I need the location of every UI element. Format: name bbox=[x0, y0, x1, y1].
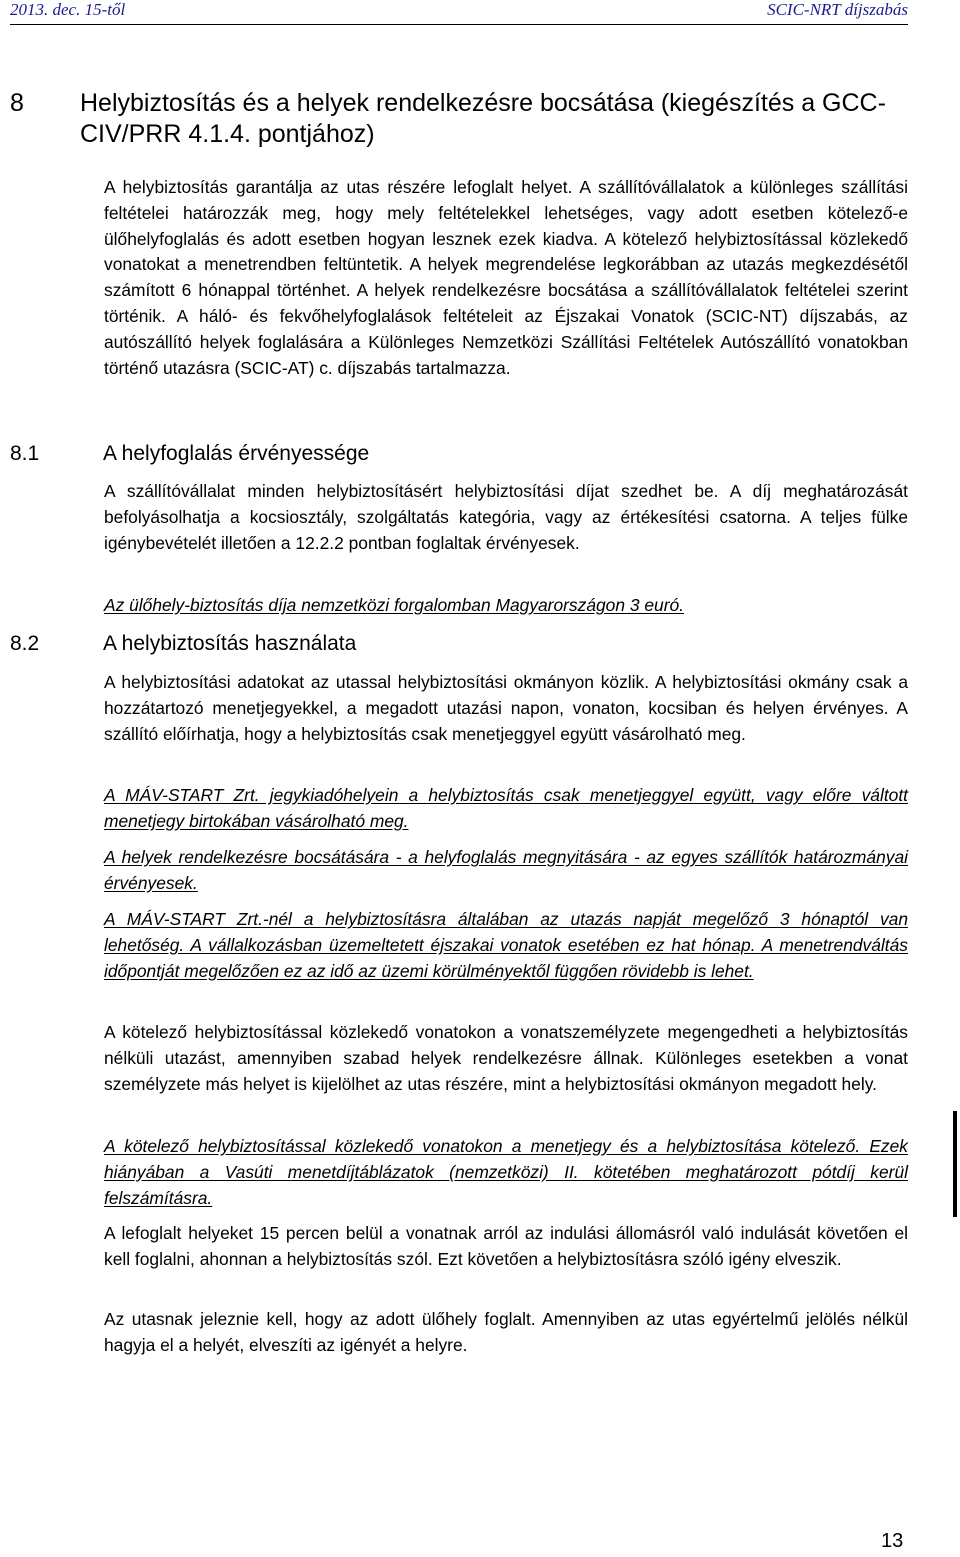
page-header bbox=[10, 0, 908, 25]
revision-change-bar bbox=[953, 1111, 957, 1217]
section-number: 8.1 bbox=[10, 442, 40, 465]
section-number: 8.2 bbox=[10, 632, 40, 655]
intro-paragraph: A helybiztosítás garantálja az utas részére lefoglalt helyet. A szállítóvállalatok a különleges szállítási feltételei határozzák meg, hogy mely feltételekkel lehetséges, vagy adott esetben kötelező-e ülőhelyfoglalás és adott esetben hogyan lesznek ezek kiadva. A kötelező helybiztosítással közlekedő vonatokat a menetrendben feltüntetik. A helyek megrendelése legkorábban az utazás megkezdésétől számított 6 hónappal történhet. A helyek rendelkezésre bocsátása a szállítóvállalatok feltételei szerint történik. A háló- és fekvőhelyfoglalások feltételeit az Éjszakai Vonatok (SCIC-NT) díjszabás, az autószállító helyek foglalására a Különleges Nemzetközi Szállítási Feltételek Autószállító vonatokban történő utazásra (SCIC-AT) c. díjszabás tartalmazza. bbox=[104, 177, 908, 378]
header-title: SCIC-NRT díjszabás bbox=[767, 0, 908, 19]
section-8-2-paragraph-1: A helybiztosítási adatokat az utassal helybiztosítási okmányon közlik. A helybiztosítási okmány csak a hozzátartozó menetjegyekkel, a megadott utazási napon, vonaton, kocsiban és helyen érvényes. A szállító előírhatja, hogy a helybiztosítás csak menetjeggyel együtt vásárolható meg. bbox=[104, 672, 908, 744]
section-8-2-paragraph-4: A MÁV-START Zrt.-nél a helybiztosításra általában az utazás napját megelőző 3 hónaptól van lehetőség. A vállalkozásban üzemeltetett éjszakai vonatok esetében ez hat hónap. A menetrendváltás időpontját megelőzően ez az idő az üzemi körülményektől függően rövidebb is lehet. bbox=[104, 909, 908, 981]
page-number: 13 bbox=[881, 1530, 904, 1552]
section-8-2-paragraph-8: Az utasnak jeleznie kell, hogy az adott ülőhely foglalt. Amennyiben az utas egyértelmű jelölés nélkül hagyja el a helyét, elveszíti az igényét a helyre. bbox=[104, 1309, 908, 1355]
section-8-2-paragraph-6: A kötelező helybiztosítással közlekedő vonatokon a menetjegy és a helybiztosítása kötelező. Ezek hiányában a Vasúti menetdíjtáblázatok (nemzetközi) II. kötetében meghatározott pótdíj kerül felszámításra. bbox=[104, 1136, 908, 1208]
section-title: A helyfoglalás érvényessége bbox=[103, 442, 370, 465]
section-8-2-paragraph-7: A lefoglalt helyeket 15 percen belül a vonatnak arról az indulási állomásról való indulását követően el kell foglalni, ahonnan a helybiztosítás szól. Ezt követően a helybiztosításra szóló igény elveszik. bbox=[104, 1223, 908, 1269]
section-8-2-paragraph-3: A helyek rendelkezésre bocsátására - a helyfoglalás megnyitására - az egyes szállítók határozmányai érvényesek. bbox=[104, 847, 908, 893]
section-8-1-paragraph-1: A szállítóvállalat minden helybiztosításért helybiztosítási díjat szedhet be. A díj meghatározását befolyásolhatja a kocsiosztály, szolgáltatás kategória, vagy az értékesítési csatorna. A teljes fülke igénybevételét illetően a 12.2.2 pontban foglaltak érvényesek. bbox=[104, 481, 908, 553]
chapter-title: Helybiztosítás és a helyek rendelkezésre bocsátása (kiegészítés a GCC-CIV/PRR 4.1.4. pontjához) bbox=[80, 89, 886, 148]
section-8-1-fee-note: Az ülőhely-biztosítás díja nemzetközi forgalomban Magyarországon 3 euró. bbox=[104, 595, 684, 615]
chapter-number: 8 bbox=[10, 89, 24, 117]
section-title: A helybiztosítás használata bbox=[103, 632, 357, 655]
section-8-2-paragraph-5: A kötelező helybiztosítással közlekedő vonatokon a vonatszemélyzete megengedheti a helybiztosítás nélküli utazást, amennyiben szabad helyek rendelkezésre állnak. Különleges esetekben a vonat személyzete más helyet is kijelölhet az utas részére, mint a helybiztosítási okmányon megadott hely. bbox=[104, 1022, 908, 1094]
header-date: 2013. dec. 15-től bbox=[10, 0, 126, 19]
section-8-2-paragraph-2: A MÁV-START Zrt. jegykiadóhelyein a helybiztosítás csak menetjeggyel együtt, vagy előre váltott menetjegy birtokában vásárolható meg. bbox=[104, 785, 908, 831]
